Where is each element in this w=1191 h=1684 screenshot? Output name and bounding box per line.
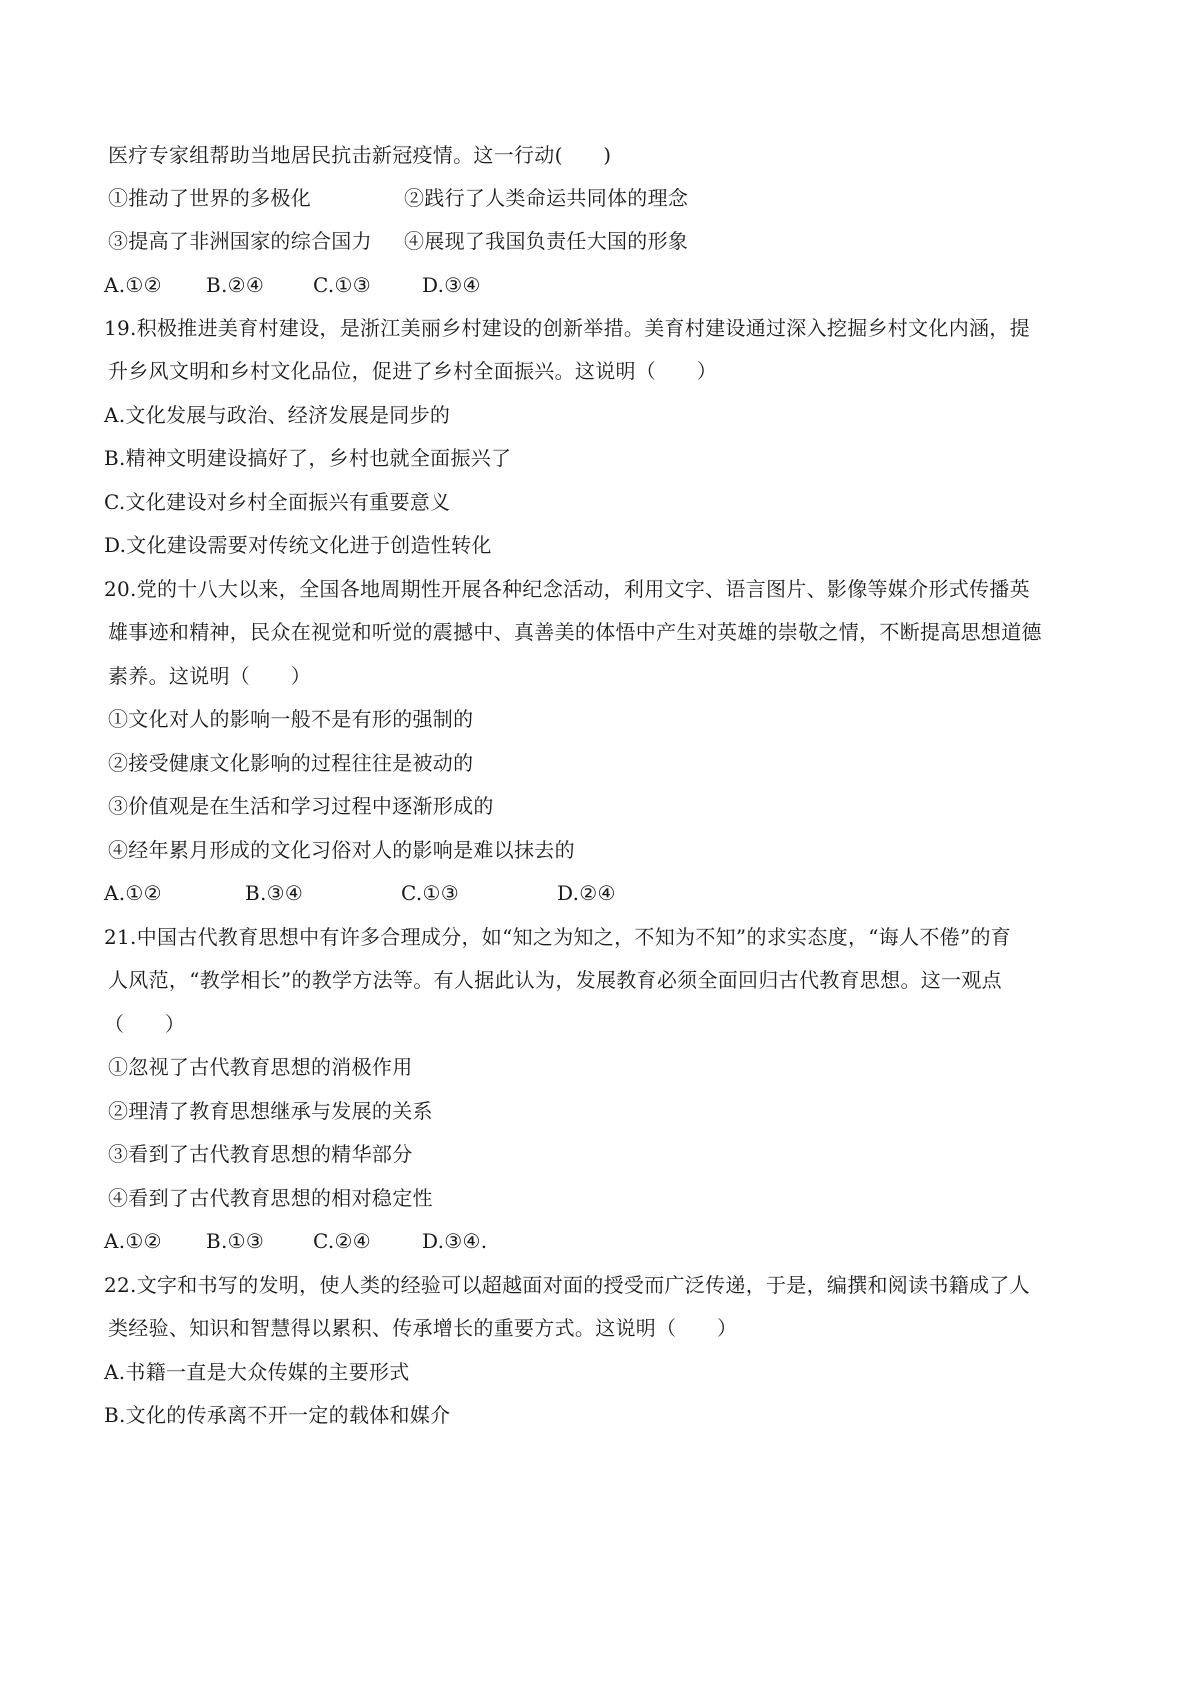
q21-statement-4: ④看到了古代教育思想的相对稳定性 (108, 1186, 433, 1210)
q20-choice-b: B.③④ (245, 881, 304, 905)
q21-choice-b: B.①③ (206, 1229, 265, 1253)
q20-statement-2: ②接受健康文化影响的过程往往是被动的 (108, 751, 474, 775)
q21-choice-a: A.①② (104, 1229, 162, 1253)
q22-option-a: A.书籍一直是大众传媒的主要形式 (104, 1360, 410, 1384)
q22-stem-line-1: 22.文字和书写的发明，使人类的经验可以超越面对面的授受而广泛传递，于是，编撰和阅读书籍成了人 (104, 1273, 1030, 1297)
q20-choice-d: D.②④ (557, 881, 616, 905)
q18-choice-d: D.③④ (422, 273, 481, 297)
q18-stem-tail: 医疗专家组帮助当地居民抗击新冠疫情。这一行动( ) (108, 143, 612, 167)
q18-choice-b: B.②④ (206, 273, 265, 297)
q19-stem-line-1: 19.积极推进美育村建设，是浙江美丽乡村建设的创新举措。美育村建设通过深入挖掘乡村文化内涵，提 (104, 316, 1030, 340)
q19-stem-line-2: 升乡风文明和乡村文化品位，促进了乡村全面振兴。这说明（ ） (108, 359, 717, 383)
q21-statement-1: ①忽视了古代教育思想的消极作用 (108, 1055, 413, 1079)
q21-stem-line-2: 人风范，“教学相长”的教学方法等。有人据此认为，发展教育必须全面回归古代教育思想。这一观点 (108, 968, 1002, 992)
q18-statement-4: ④展现了我国负责任大国的形象 (404, 229, 689, 253)
q19-option-c: C.文化建设对乡村全面振兴有重要意义 (104, 490, 451, 514)
q21-statement-2: ②理清了教育思想继承与发展的关系 (108, 1099, 433, 1123)
q20-statement-1: ①文化对人的影响一般不是有形的强制的 (108, 707, 474, 731)
q18-statement-1: ①推动了世界的多极化 (108, 186, 311, 210)
q19-option-a: A.文化发展与政治、经济发展是同步的 (104, 403, 451, 427)
q19-option-b: B.精神文明建设搞好了，乡村也就全面振兴了 (104, 446, 512, 470)
q18-choice-a: A.①② (104, 273, 162, 297)
q20-stem-line-1: 20.党的十八大以来，全国各地周期性开展各种纪念活动，利用文字、语言图片、影像等媒介形式传播英 (104, 577, 1030, 601)
q21-choice-d: D.③④. (422, 1229, 488, 1253)
q18-choice-c: C.①③ (313, 273, 372, 297)
q20-choice-a: A.①② (104, 881, 162, 905)
q21-stem-line-3: （ ） (104, 1012, 186, 1036)
q20-statement-3: ③价值观是在生活和学习过程中逐渐形成的 (108, 794, 494, 818)
q21-stem-line-1: 21.中国古代教育思想中有许多合理成分，如“知之为知之，不知为不知”的求实态度，“诲人不倦”的育 (104, 925, 1012, 949)
q18-statement-3: ③提高了非洲国家的综合国力 (108, 229, 372, 253)
q22-option-b: B.文化的传承离不开一定的载体和媒介 (104, 1403, 451, 1427)
q20-stem-line-3: 素养。这说明（ ） (108, 664, 311, 688)
q21-statement-3: ③看到了古代教育思想的精华部分 (108, 1142, 413, 1166)
q20-choice-c: C.①③ (401, 881, 460, 905)
q20-statement-4: ④经年累月形成的文化习俗对人的影响是难以抹去的 (108, 838, 575, 862)
q19-option-d: D.文化建设需要对传统文化进于创造性转化 (104, 533, 492, 557)
q18-statement-2: ②践行了人类命运共同体的理念 (404, 186, 689, 210)
q22-stem-line-2: 类经验、知识和智慧得以累积、传承增长的重要方式。这说明（ ） (108, 1316, 738, 1340)
q20-stem-line-2: 雄事迹和精神，民众在视觉和听觉的震撼中、真善美的体悟中产生对英雄的崇敬之情，不断提高思想道德 (108, 620, 1042, 644)
q21-choice-c: C.②④ (313, 1229, 372, 1253)
